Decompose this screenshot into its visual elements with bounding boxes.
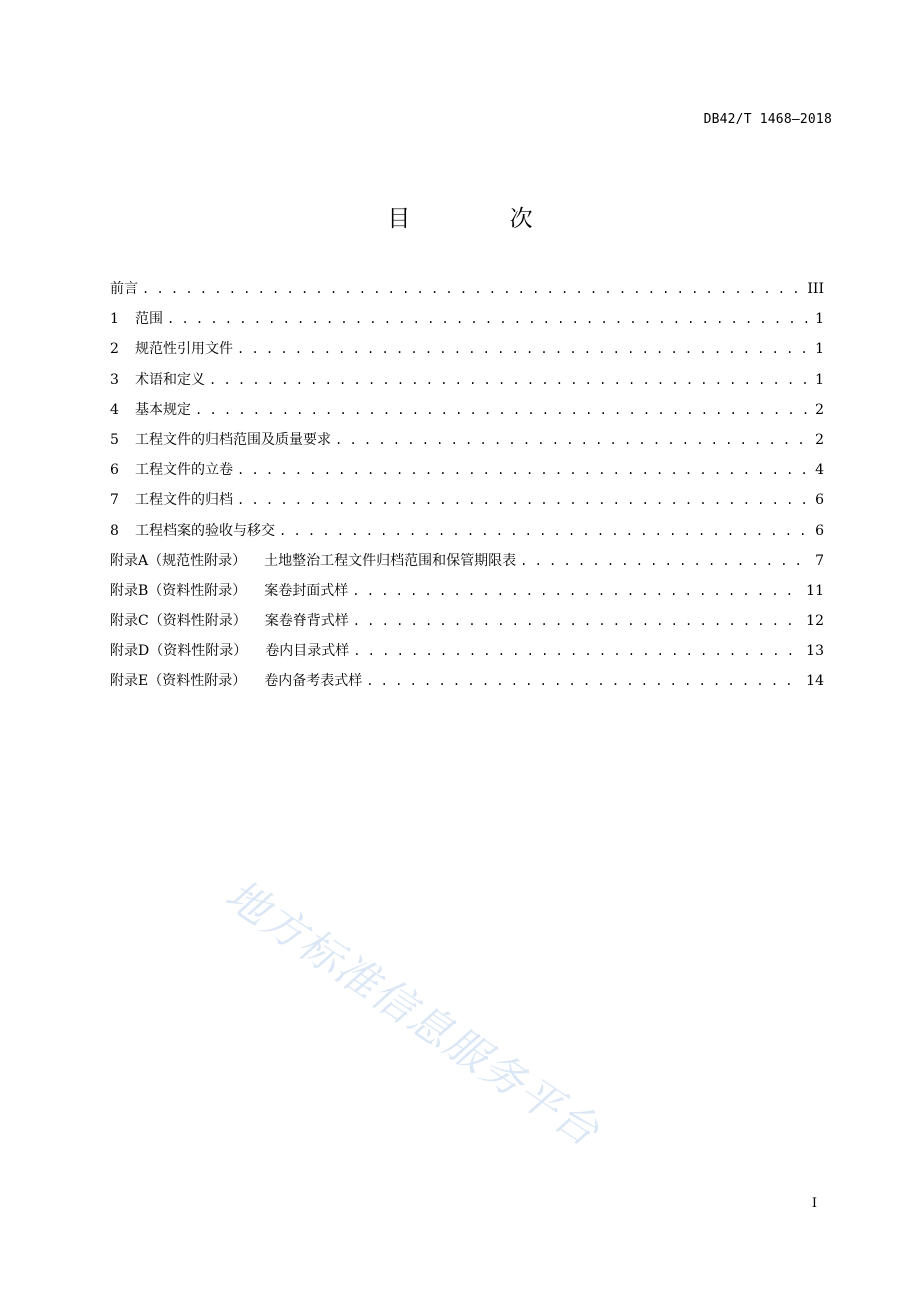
- page-title: 目 次: [387, 206, 579, 232]
- toc-entry-number: 5: [110, 431, 119, 448]
- toc-entry-page: 6: [815, 522, 824, 539]
- toc-entry-page: 1: [815, 371, 824, 388]
- toc-entry-number: 8: [110, 522, 119, 539]
- toc-entry-page: 7: [815, 552, 824, 569]
- toc-leader-dots: [237, 338, 809, 360]
- toc-leader-dots: [353, 640, 800, 662]
- page-number: I: [811, 1196, 817, 1211]
- toc-leader-dots: [352, 580, 800, 602]
- toc-leader-dots: [142, 278, 801, 300]
- toc-entry-page: 14: [806, 673, 824, 690]
- toc-entry-1[interactable]: [110, 308, 824, 338]
- toc-entry-page: 1: [815, 311, 824, 328]
- toc-entry-label: 前言: [110, 281, 138, 297]
- toc-entry-label: 工程文件的归档范围及质量要求: [135, 431, 331, 448]
- toc-entry-page: III: [807, 281, 824, 297]
- toc-entry-3[interactable]: [110, 369, 824, 399]
- toc-leader-dots: [335, 429, 809, 451]
- toc-entry-number: 6: [110, 462, 119, 479]
- toc-entry-page: 4: [815, 462, 824, 479]
- toc-entry-subtitle: 案卷脊背式样: [264, 613, 349, 630]
- toc-entry-label: 附录A（规范性附录）: [110, 552, 247, 569]
- table-of-contents: [110, 278, 824, 701]
- toc-entry-label: 术语和定义: [135, 371, 205, 388]
- toc-leader-dots: [520, 550, 809, 572]
- toc-leader-dots: [167, 308, 809, 330]
- toc-leader-dots: [237, 489, 809, 511]
- toc-entry-subtitle: 土地整治工程文件归档范围和保管期限表: [264, 552, 517, 569]
- toc-entry-number: 3: [110, 371, 119, 388]
- toc-entry-number: 2: [110, 341, 119, 358]
- toc-entry-label: 附录B（资料性附录）: [110, 582, 247, 599]
- toc-entry-appendix-e[interactable]: [110, 670, 824, 700]
- toc-entry-label: 附录C（资料性附录）: [110, 613, 247, 630]
- toc-leader-dots: [209, 369, 809, 391]
- toc-entry-page: 2: [815, 401, 824, 418]
- toc-leader-dots: [279, 520, 809, 542]
- toc-entry-number: 7: [110, 492, 119, 509]
- toc-entry-appendix-a[interactable]: [110, 550, 824, 580]
- document-code: DB42/T 1468—2018: [703, 112, 832, 127]
- toc-entry-5[interactable]: [110, 429, 824, 459]
- toc-entry-label: 附录D（资料性附录）: [110, 643, 248, 660]
- toc-entry-label: 基本规定: [135, 401, 191, 418]
- toc-entry-subtitle: 卷内目录式样: [265, 643, 350, 660]
- toc-entry-label: 工程文件的归档: [135, 492, 233, 509]
- toc-entry-page: 11: [806, 582, 824, 599]
- toc-entry-label: 工程文件的立卷: [135, 462, 233, 479]
- toc-entry-7[interactable]: [110, 489, 824, 519]
- toc-entry-foreword[interactable]: [110, 278, 824, 308]
- toc-entry-page: 13: [806, 643, 824, 660]
- toc-entry-2[interactable]: [110, 338, 824, 368]
- toc-leader-dots: [237, 459, 809, 481]
- toc-entry-page: 1: [815, 341, 824, 358]
- toc-leader-dots: [366, 670, 800, 692]
- toc-entry-label: 附录E（资料性附录）: [110, 673, 247, 690]
- toc-entry-4[interactable]: [110, 399, 824, 429]
- toc-entry-6[interactable]: [110, 459, 824, 489]
- toc-entry-subtitle: 卷内备考表式样: [264, 673, 363, 690]
- toc-entry-label: 工程档案的验收与移交: [135, 522, 275, 539]
- toc-entry-number: 1: [110, 311, 119, 328]
- toc-leader-dots: [195, 399, 809, 421]
- toc-entry-label: 规范性引用文件: [135, 341, 233, 358]
- toc-entry-appendix-d[interactable]: [110, 640, 824, 670]
- toc-entry-label: 范围: [135, 311, 163, 328]
- toc-entry-subtitle: 案卷封面式样: [264, 582, 349, 599]
- toc-leader-dots: [353, 610, 800, 632]
- toc-entry-appendix-b[interactable]: [110, 580, 824, 610]
- toc-entry-page: 12: [806, 613, 824, 630]
- toc-entry-page: 2: [815, 431, 824, 448]
- toc-entry-page: 6: [815, 492, 824, 509]
- watermark: 地方标准信息服务平台: [216, 869, 610, 1157]
- toc-entry-number: 4: [110, 401, 119, 418]
- toc-entry-8[interactable]: [110, 520, 824, 550]
- toc-entry-appendix-c[interactable]: [110, 610, 824, 640]
